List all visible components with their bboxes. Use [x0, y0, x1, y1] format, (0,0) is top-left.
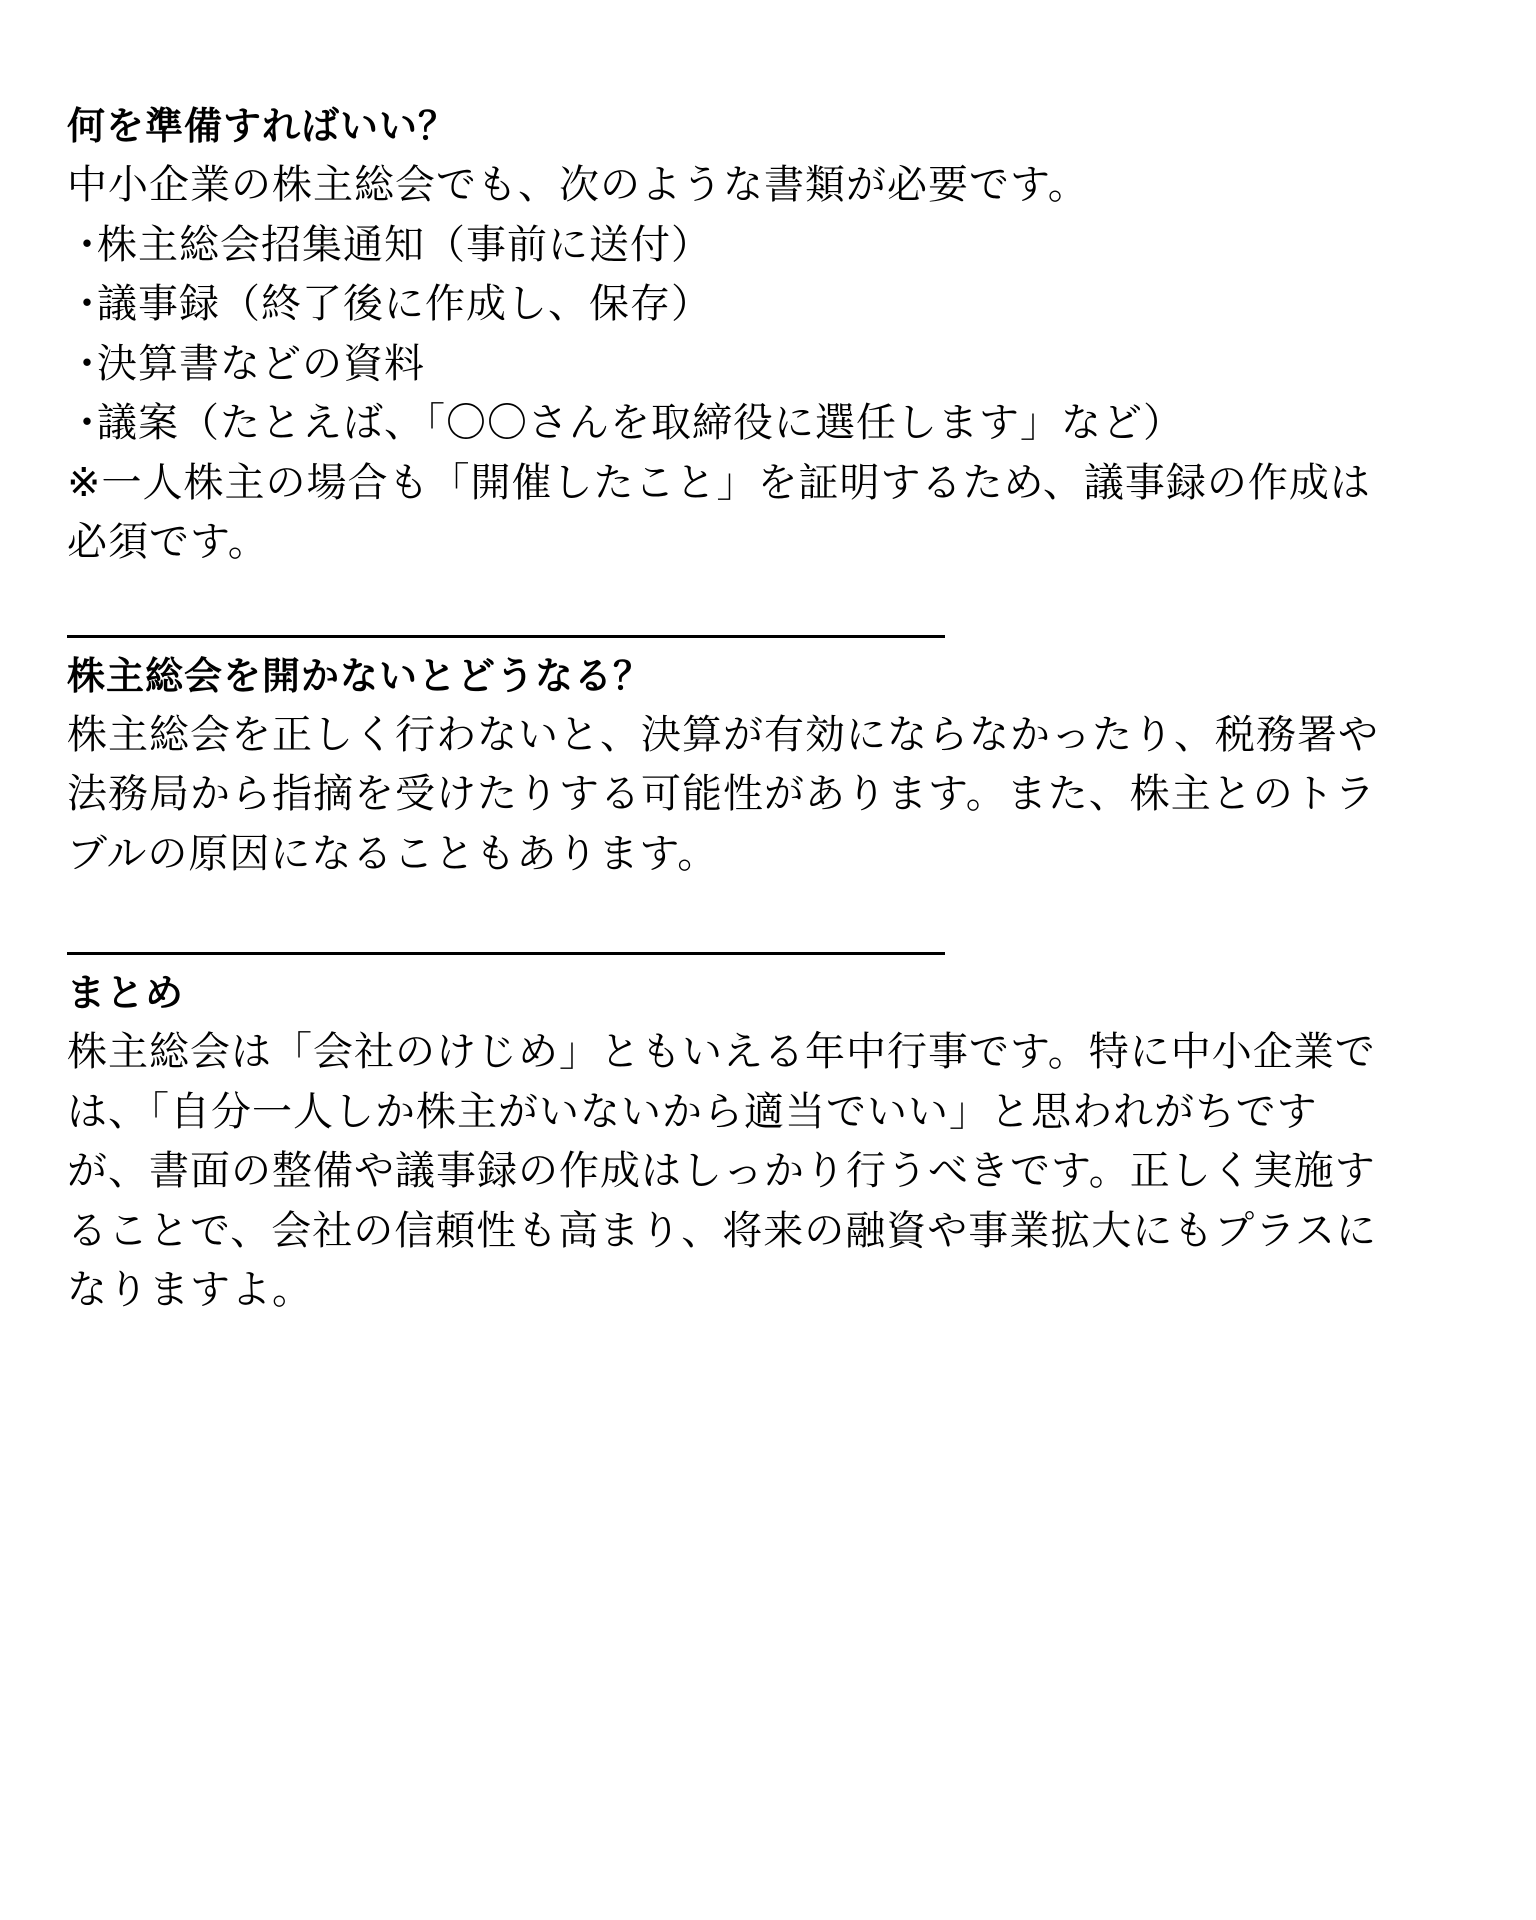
section-heading: 何を準備すればいい？	[67, 104, 458, 148]
note-text-line: ※一人株主の場合も「開催したこと」を証明するため、議事録の作成は	[67, 459, 1371, 506]
paragraph-line: が、書面の整備や議事録の作成はしっかり行うべきです。正しく実施す	[67, 1148, 1376, 1194]
section-consequences	[67, 646, 1487, 885]
section-heading: 株主総会を開かないとどうなる？	[67, 653, 653, 698]
list-item	[67, 216, 1487, 276]
section-heading: まとめ	[67, 971, 185, 1015]
bullet-icon: ・	[67, 340, 108, 387]
section-divider	[67, 635, 945, 638]
paragraph-line: ることで、会社の信頼性も高まり、将来の融資や事業拡大にもプラスに	[67, 1207, 1377, 1254]
paragraph-line: なりますよ。	[67, 1267, 313, 1313]
section-summary	[67, 963, 1487, 1321]
document-list	[67, 216, 1487, 454]
paragraph-line: 法務局から指摘を受けたりする可能性があります。また、株主とのトラ	[67, 771, 1376, 817]
list-item	[67, 394, 1487, 454]
paragraph-line: ブルの原因になることもあります。	[67, 830, 719, 877]
list-item-text: 議案（たとえば、「〇〇さんを取締役に選任します」など）	[97, 400, 1184, 446]
list-item	[67, 335, 1487, 395]
document-body	[67, 96, 1487, 1321]
bullet-icon: ・	[67, 281, 108, 327]
paragraph-line: 株主総会を正しく行わないと、決算が有効にならなかったり、税務署や	[67, 711, 1379, 758]
intro-text: 中小企業の株主総会でも、次のような書類が必要です。	[67, 162, 1089, 208]
section-preparation	[67, 96, 1487, 573]
list-item-text: 議事録（終了後に作成し、保存）	[97, 281, 712, 327]
list-item-text: 決算書などの資料	[97, 340, 425, 387]
paragraph-line: は、「自分一人しか株主がいないから適当でいい」と思われがちです	[67, 1088, 1318, 1135]
note-text-line: 必須です。	[67, 519, 269, 565]
paragraph-line: 株主総会は「会社のけじめ」ともいえる年中行事です。特に中小企業で	[67, 1029, 1376, 1075]
bullet-icon: ・	[67, 400, 108, 446]
list-item	[67, 275, 1487, 335]
list-item-text: 株主総会招集通知（事前に送付）	[97, 221, 712, 268]
section-divider	[67, 952, 945, 955]
bullet-icon: ・	[67, 221, 108, 268]
